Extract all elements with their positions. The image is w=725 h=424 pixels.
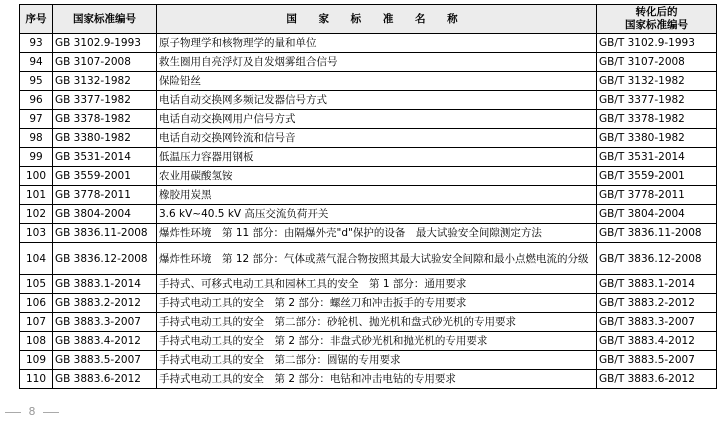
row-name: 爆炸性环境 第 11 部分：由隔爆外壳"d"保护的设备 最大试验安全间隙测定方法 [157,224,597,243]
table-row [20,243,717,275]
table-row [20,129,717,148]
row-converted: GB/T 3778-2011 [597,186,717,205]
table-row [20,275,717,294]
row-code: GB 3883.3-2007 [53,313,157,332]
row-name: 低温压力容器用钢板 [157,148,597,167]
row-converted: GB/T 3531-2014 [597,148,717,167]
row-name: 农业用碳酸氢铵 [157,167,597,186]
row-index: 95 [20,72,53,91]
row-converted: GB/T 3380-1982 [597,129,717,148]
page-number: 8 [28,405,36,418]
page-footer [5,405,59,418]
row-name: 手持式、可移式电动工具和园林工具的安全 第 1 部分：通用要求 [157,275,597,294]
row-index: 101 [20,186,53,205]
row-index: 97 [20,110,53,129]
row-index: 108 [20,332,53,351]
row-name: 手持式电动工具的安全 第 2 部分：螺丝刀和冲击扳手的专用要求 [157,294,597,313]
row-code: GB 3883.1-2014 [53,275,157,294]
header-converted-line2: 国家标准编号 [625,19,688,31]
row-converted: GB/T 3107-2008 [597,53,717,72]
row-index: 100 [20,167,53,186]
row-name: 电话自动交换网多频记发器信号方式 [157,91,597,110]
table-row [20,370,717,389]
table-row [20,53,717,72]
row-index: 99 [20,148,53,167]
row-code: GB 3559-2001 [53,167,157,186]
row-code: GB 3378-1982 [53,110,157,129]
table-row [20,186,717,205]
row-code: GB 3778-2011 [53,186,157,205]
row-converted: GB/T 3836.11-2008 [597,224,717,243]
table-row [20,34,717,53]
table-header-row [20,5,717,34]
row-converted: GB/T 3378-1982 [597,110,717,129]
table-row [20,110,717,129]
row-converted: GB/T 3883.3-2007 [597,313,717,332]
row-name: 原子物理学和核物理学的量和单位 [157,34,597,53]
header-code: 国家标准编号 [53,5,157,34]
header-name: 国 家 标 准 名 称 [157,5,597,34]
row-index: 96 [20,91,53,110]
row-index: 103 [20,224,53,243]
row-converted: GB/T 3883.4-2012 [597,332,717,351]
row-index: 93 [20,34,53,53]
table-row [20,91,717,110]
table-row [20,332,717,351]
standards-table [19,4,717,389]
row-code: GB 3883.4-2012 [53,332,157,351]
row-converted: GB/T 3377-1982 [597,91,717,110]
row-converted: GB/T 3132-1982 [597,72,717,91]
row-index: 102 [20,205,53,224]
row-code: GB 3107-2008 [53,53,157,72]
row-code: GB 3804-2004 [53,205,157,224]
row-index: 98 [20,129,53,148]
footer-dash-left [5,412,21,413]
row-converted: GB/T 3804-2004 [597,205,717,224]
footer-dash-right [43,412,59,413]
row-index: 109 [20,351,53,370]
row-converted: GB/T 3883.5-2007 [597,351,717,370]
row-name: 救生圈用自亮浮灯及自发烟雾组合信号 [157,53,597,72]
table-row [20,205,717,224]
row-index: 105 [20,275,53,294]
row-name: 保险铅丝 [157,72,597,91]
row-code: GB 3836.11-2008 [53,224,157,243]
row-name: 手持式电动工具的安全 第 2 部分：非盘式砂光机和抛光机的专用要求 [157,332,597,351]
row-name: 电话自动交换网用户信号方式 [157,110,597,129]
table-row [20,351,717,370]
row-converted: GB/T 3883.6-2012 [597,370,717,389]
row-index: 110 [20,370,53,389]
row-converted: GB/T 3883.1-2014 [597,275,717,294]
header-index: 序号 [20,5,53,34]
row-name: 电话自动交换网铃流和信号音 [157,129,597,148]
row-converted: GB/T 3102.9-1993 [597,34,717,53]
row-code: GB 3377-1982 [53,91,157,110]
row-code: GB 3531-2014 [53,148,157,167]
row-code: GB 3102.9-1993 [53,34,157,53]
row-code: GB 3132-1982 [53,72,157,91]
row-code: GB 3380-1982 [53,129,157,148]
table-row [20,294,717,313]
row-index: 106 [20,294,53,313]
row-index: 107 [20,313,53,332]
row-name: 3.6 kV~40.5 kV 高压交流负荷开关 [157,205,597,224]
row-converted: GB/T 3559-2001 [597,167,717,186]
row-code: GB 3836.12-2008 [53,243,157,275]
row-name: 手持式电动工具的安全 第 2 部分：电钻和冲击电钻的专用要求 [157,370,597,389]
row-name: 爆炸性环境 第 12 部分：气体或蒸气混合物按照其最大试验安全间隙和最小点燃电流的分级 [157,243,597,275]
row-index: 94 [20,53,53,72]
table-row [20,72,717,91]
table-row [20,167,717,186]
row-name: 橡胶用炭黑 [157,186,597,205]
header-converted-line1: 转化后的 [635,6,678,18]
row-index: 104 [20,243,53,275]
table-row [20,313,717,332]
table-row [20,224,717,243]
row-converted: GB/T 3883.2-2012 [597,294,717,313]
row-code: GB 3883.2-2012 [53,294,157,313]
header-converted [597,5,717,34]
row-converted: GB/T 3836.12-2008 [597,243,717,275]
row-code: GB 3883.6-2012 [53,370,157,389]
row-name: 手持式电动工具的安全 第二部分：砂轮机、抛光机和盘式砂光机的专用要求 [157,313,597,332]
row-name: 手持式电动工具的安全 第二部分：圆锯的专用要求 [157,351,597,370]
table-row [20,148,717,167]
row-code: GB 3883.5-2007 [53,351,157,370]
